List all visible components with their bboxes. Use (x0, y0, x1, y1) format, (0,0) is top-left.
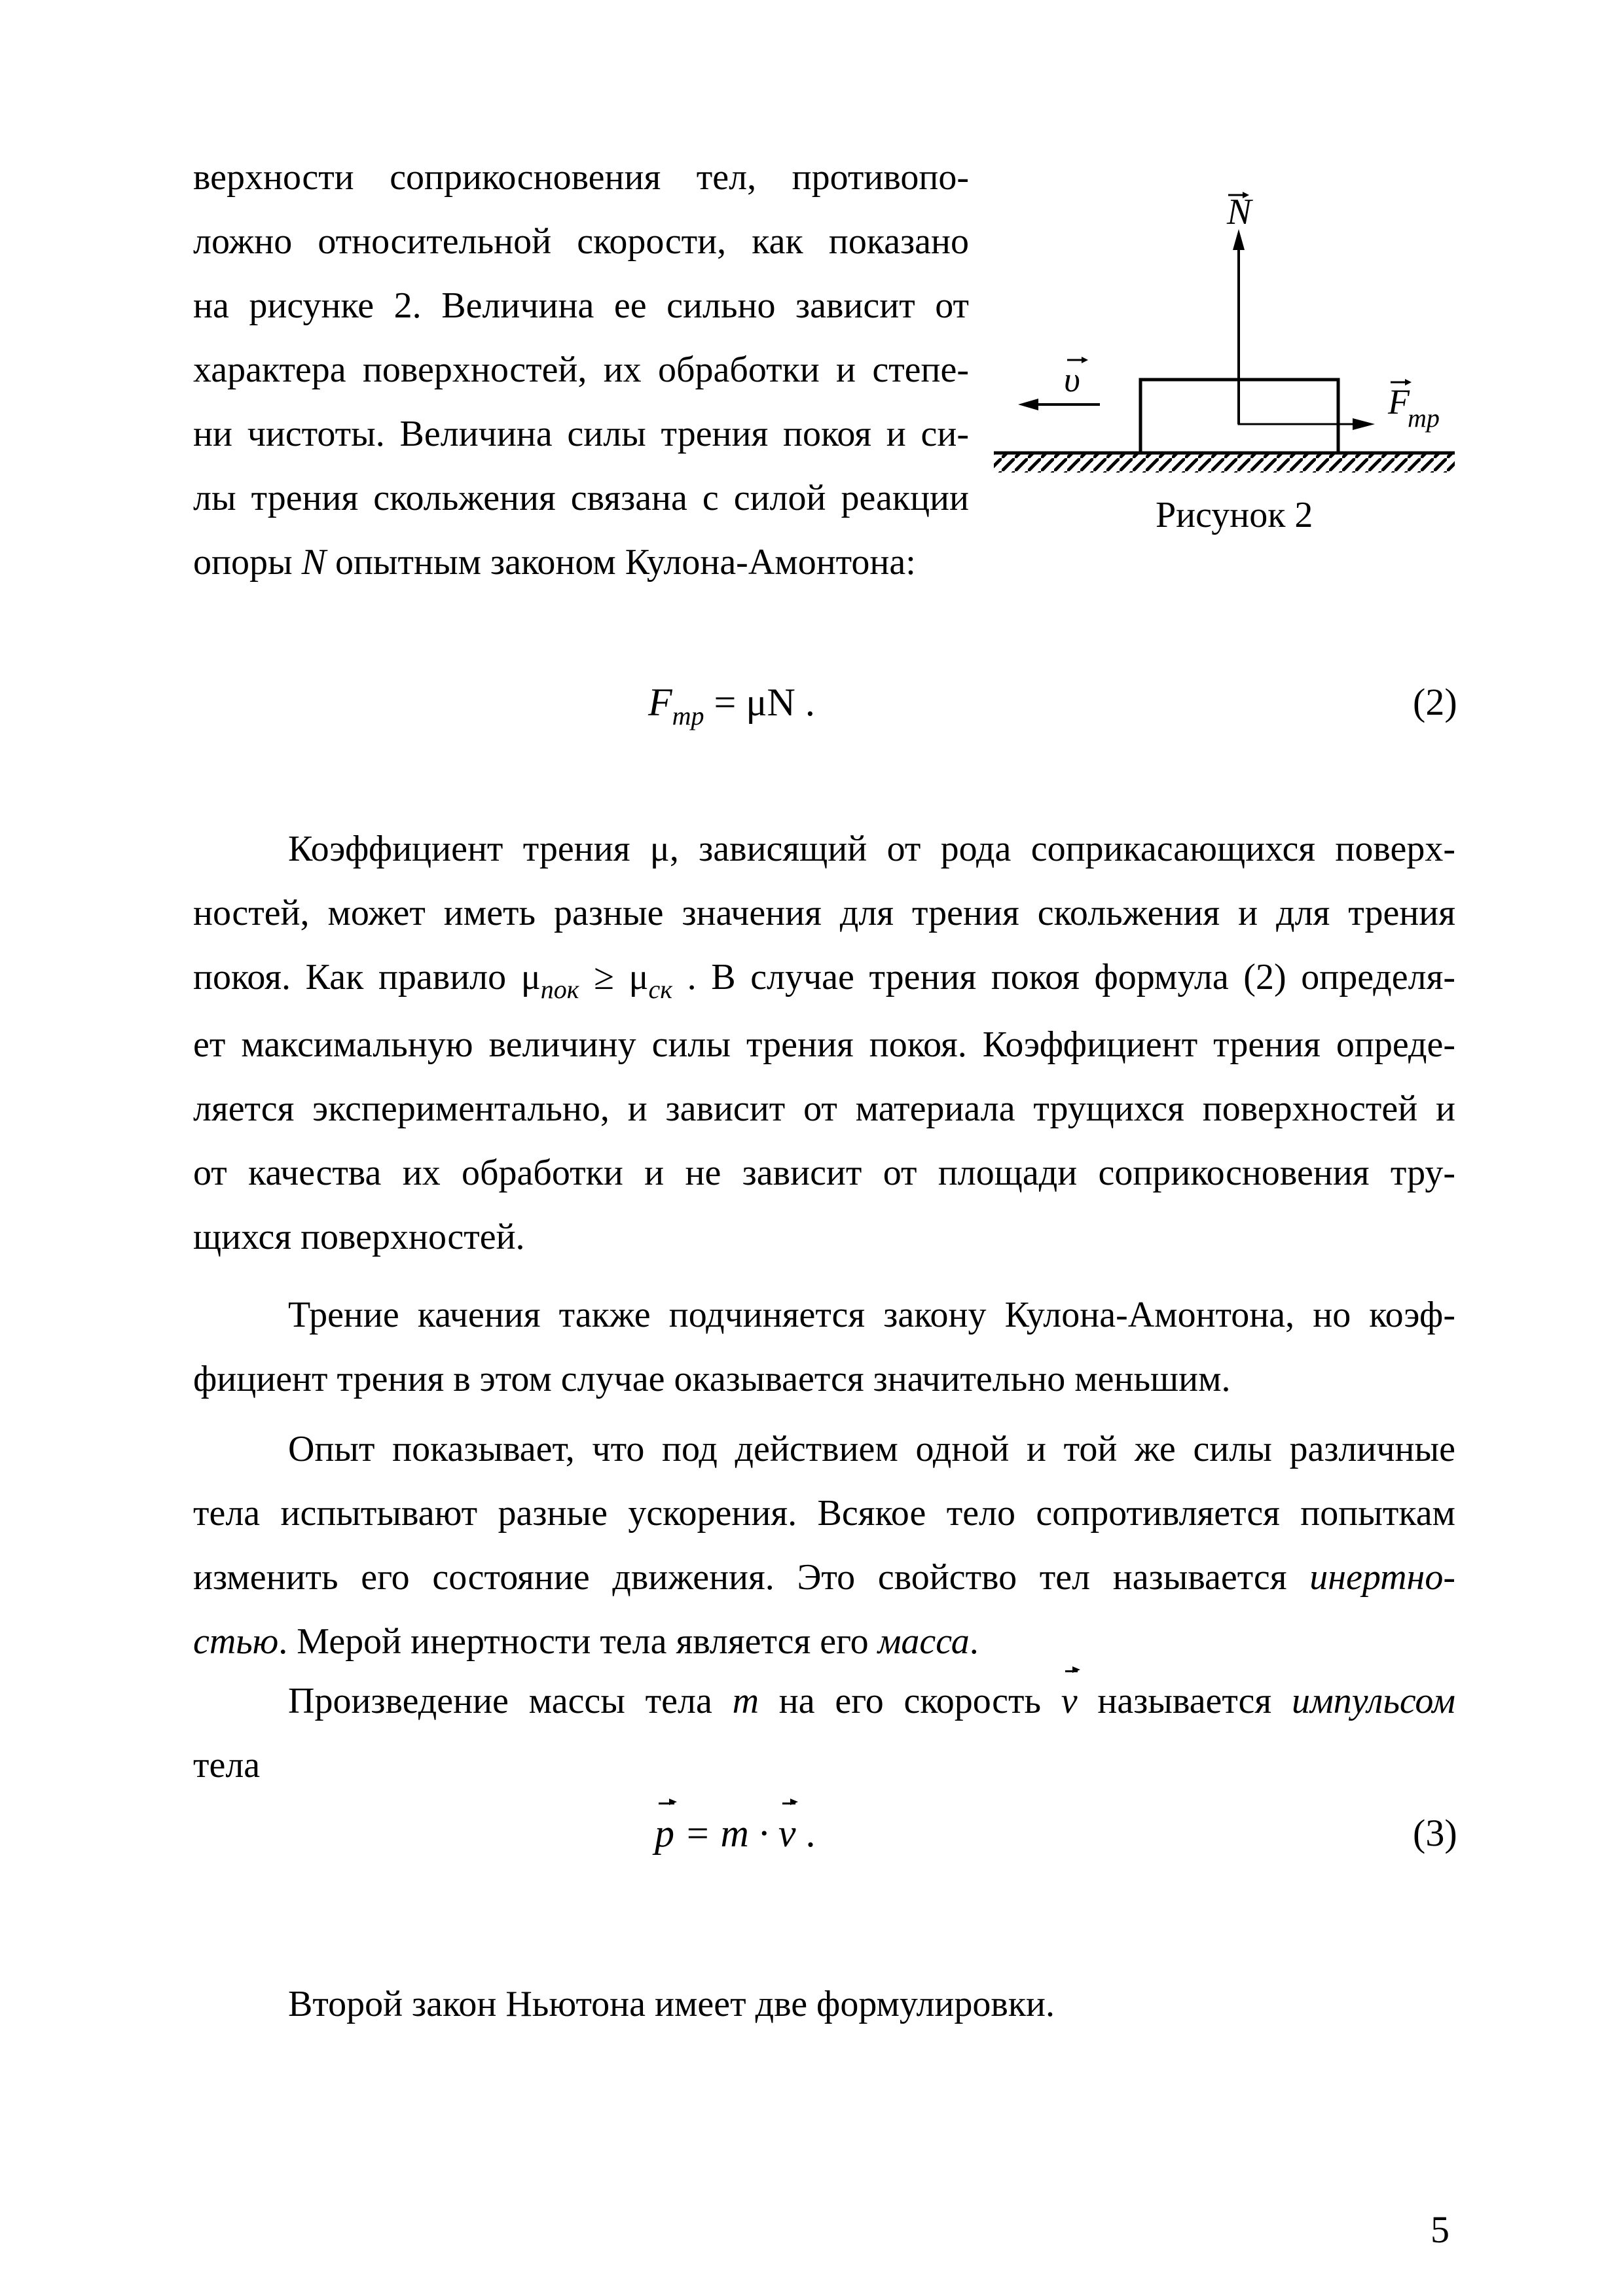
label-f: F (1388, 382, 1410, 422)
paragraph-newton-second-law: Второй закон Ньютона имеет две формулировки. (288, 1984, 1055, 2024)
text-line: Коэффициент трения μ, зависящий от рода соприкасающихся поверх- (288, 829, 1455, 869)
ground-hatching (994, 454, 1455, 473)
equation-2 (648, 670, 815, 739)
text-line: Произведение массы тела m на его скорость v называется импульсом (193, 1669, 1455, 1733)
eq3-end: . (795, 1812, 816, 1855)
text-line: характера поверхностей, их обработки и степе- (193, 350, 969, 390)
paragraph-friction-coefficient (193, 817, 1455, 1269)
equation-number-2: (2) (1413, 681, 1457, 723)
text-line: Трение качения также подчиняется закону Кулона-Амонтона, но коэф- (288, 1295, 1455, 1335)
friction-diagram (989, 183, 1467, 497)
text-line: фициент трения в этом случае оказывается значительно меньшим. (193, 1359, 1231, 1399)
text-line: ни чистоты. Величина силы трения покоя и си- (193, 414, 969, 454)
label-f-subscript: тр (1408, 403, 1440, 433)
text-line: от качества их обработки и не зависит от площади соприкосновения тру- (193, 1153, 1455, 1193)
text-line: ляется экспериментально, и зависит от материала трущихся поверхностей и (193, 1088, 1455, 1129)
eq2-lhs: F (648, 681, 672, 724)
figure-caption: Рисунок 2 (1156, 495, 1313, 535)
text-line: опоры N опытным законом Кулона-Амонтона: (193, 542, 916, 583)
vector-bar-head (1082, 357, 1088, 363)
friction-arrowhead (1353, 418, 1375, 430)
velocity-arrowhead (1018, 399, 1038, 410)
paragraph-intro (193, 145, 969, 594)
variable-n: N (301, 542, 326, 583)
text-line: изменить его состояние движения. Это свойство тел называется инертно- (193, 1557, 1455, 1598)
text-line: Опыт показывает, что под действием одной и той же силы различные (288, 1429, 1455, 1469)
text-line: ложно относительной скорости, как показано (193, 221, 969, 262)
text-line: щихся поверхностей. (193, 1217, 525, 1257)
page-number: 5 (1431, 2208, 1450, 2251)
label-n: N (1227, 192, 1252, 232)
eq3-p: p (655, 1801, 674, 1865)
eq2-lhs-subscript: тр (672, 701, 704, 730)
eq3-v: v (778, 1801, 796, 1865)
text-line: ностей, может иметь разные значения для трения скольжения и для трения (193, 893, 1455, 933)
text-line: тела (193, 1745, 261, 1785)
figure-2 (989, 183, 1467, 550)
paragraph-inertia (193, 1417, 1455, 1674)
paragraph-rolling-friction (193, 1283, 1455, 1411)
label-v: υ (1064, 360, 1080, 399)
text-line: лы трения скольжения связана с силой реакции (193, 478, 969, 518)
text-line: покоя. Как правило $\mu_{пок} \ge \mu_{ск}$ . В случае трения покоя формула (2) определя- (193, 957, 1456, 1004)
text-line: верхности соприкосновения тел, противопо- (193, 157, 969, 198)
equation-number-3: (3) (1413, 1812, 1457, 1854)
paragraph-momentum (193, 1669, 1455, 1797)
text-line: стью. Мерой инертности тела является его масса. (193, 1621, 979, 1662)
eq3-mid: = m · (674, 1812, 778, 1855)
text-line: тела испытывают разные ускорения. Всякое тело сопротивляется попыткам (193, 1493, 1455, 1534)
eq2-rhs: = μN . (704, 681, 815, 724)
text-line: ет максимальную величину силы трения покоя. Коэффициент трения опреде- (193, 1024, 1455, 1065)
text-line: на рисунке 2. Величина ее сильно зависит от (193, 285, 969, 326)
equation-3 (655, 1801, 815, 1865)
